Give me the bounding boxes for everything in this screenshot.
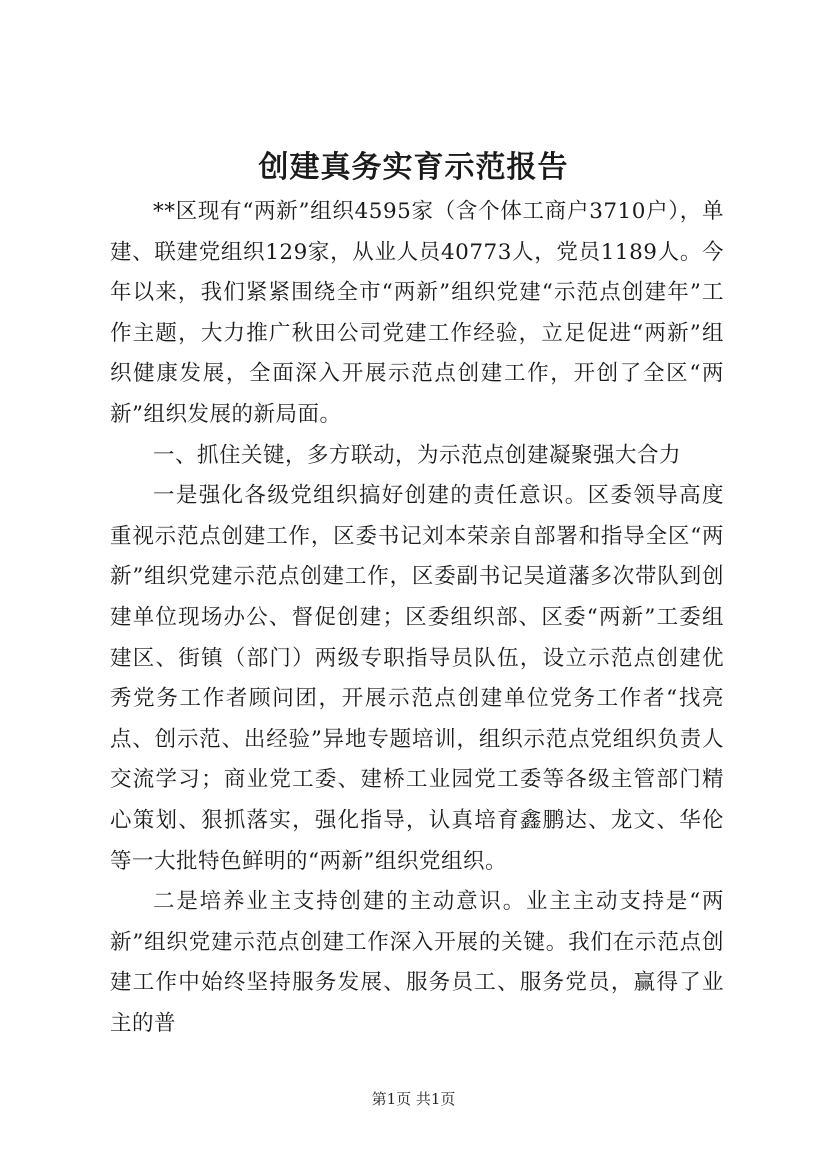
paragraph-intro: **区现有“两新”组织4595家（含个体工商户3710户），单建、联建党组织129家，从业人员40773人，党员1189人。今年以来，我们紧紧围绕全市“两新”组织党建“示范点创建年”工作主题，大力推广秋田公司党建工作经验，立足促进“两新”组织健康发展，全面深入开展示范点创建工作，开创了全区“两新”组织发展的新局面。: [110, 199, 724, 427]
section-heading: 一、抓住关键，多方联动，为示范点创建凝聚强大合力: [153, 442, 682, 468]
document-title: 创建真务实育示范报告: [258, 150, 569, 185]
paragraph-point-one: 一是强化各级党组织搞好创建的责任意识。区委领导高度重视示范点创建工作，区委书记刘本荣亲自部署和指导全区“两新”组织党建示范点创建工作，区委副书记吴道藩多次带队到创建单位现场办公、督促创建；区委组织部、区委“两新”工委组建区、街镇（部门）两级专职指导员队伍，设立示范点创建优秀党务工作者顾问团，开展示范点创建单位党务工作者“找亮点、创示范、出经验”异地专题培训，组织示范点党组织负责人交流学习；商业党工委、建桥工业园党工委等各级主管部门精心策划、狠抓落实，强化指导，认真培育鑫鹏达、龙文、华伦等一大批特色鲜明的“两新”组织党组织。: [110, 483, 724, 874]
page-number-footer: 第1页 共1页: [371, 1090, 456, 1108]
document-body: [110, 192, 724, 1044]
paragraph-point-two: 二是培养业主支持创建的主动意识。业主主动支持是“两新”组织党建示范点创建工作深入开展的关键。我们在示范点创建工作中始终坚持服务发展、服务员工、服务党员，赢得了业主的普: [110, 889, 724, 1036]
